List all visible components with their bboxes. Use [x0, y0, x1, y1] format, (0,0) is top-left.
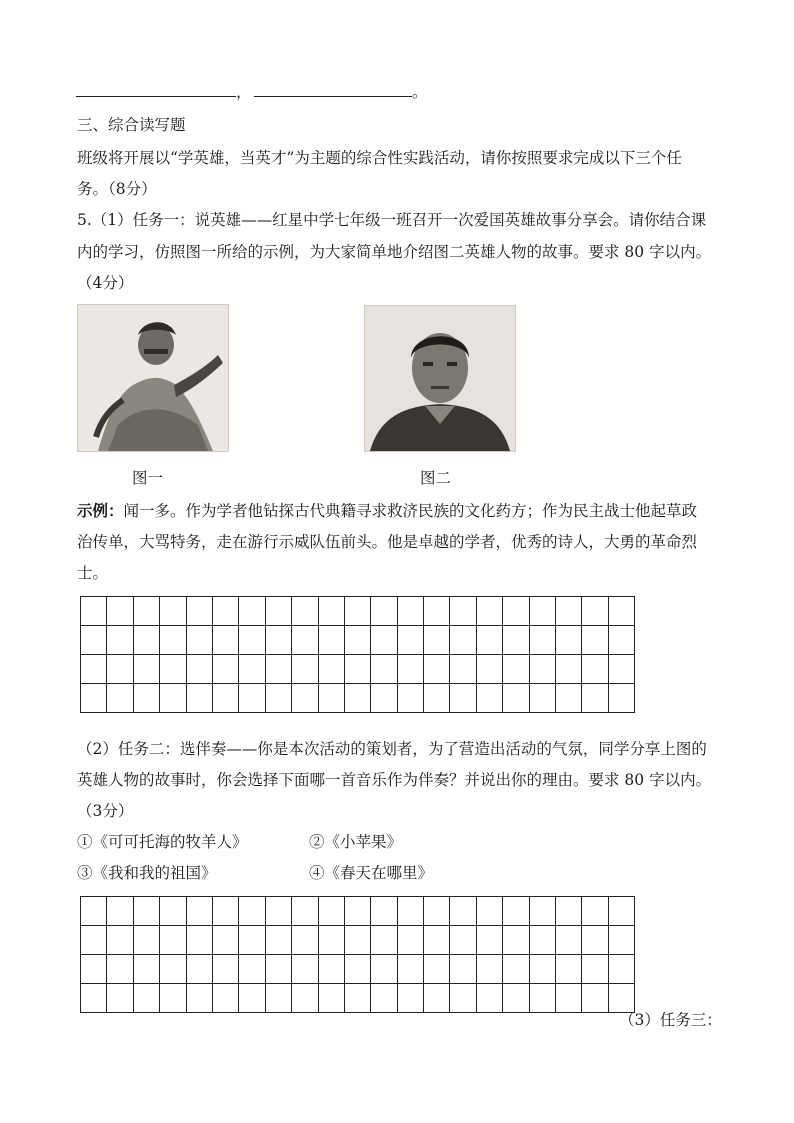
grid-cell[interactable]: [318, 597, 344, 626]
grid-cell[interactable]: [476, 655, 502, 684]
grid-row: [81, 984, 635, 1013]
grid-cell[interactable]: [160, 597, 186, 626]
grid-row: [81, 597, 635, 626]
grid-cell[interactable]: [503, 655, 529, 684]
grid-cell[interactable]: [529, 684, 555, 713]
grid-cell[interactable]: [344, 897, 370, 926]
grid-cell[interactable]: [81, 984, 107, 1013]
task2-line-3: （3分）: [77, 802, 134, 820]
grid-cell[interactable]: [397, 984, 423, 1013]
grid-cell[interactable]: [503, 926, 529, 955]
grid-cell[interactable]: [397, 926, 423, 955]
grid-cell[interactable]: [292, 955, 318, 984]
grid-cell[interactable]: [265, 926, 291, 955]
grid-cell[interactable]: [450, 955, 476, 984]
figure-1-illustration: [78, 305, 228, 451]
grid-cell[interactable]: [582, 897, 608, 926]
grid-cell[interactable]: [371, 955, 397, 984]
grid-cell[interactable]: [344, 984, 370, 1013]
grid-cell[interactable]: [371, 655, 397, 684]
grid-cell[interactable]: [397, 955, 423, 984]
grid-cell[interactable]: [424, 984, 450, 1013]
grid-cell[interactable]: [292, 926, 318, 955]
music-option-2: ②《小苹果》: [309, 833, 403, 851]
grid-cell[interactable]: [292, 684, 318, 713]
grid-cell[interactable]: [529, 926, 555, 955]
period: 。: [412, 83, 428, 101]
grid-cell[interactable]: [212, 626, 238, 655]
grid-cell[interactable]: [450, 626, 476, 655]
grid-cell[interactable]: [212, 597, 238, 626]
grid-cell[interactable]: [424, 955, 450, 984]
grid-cell[interactable]: [186, 684, 212, 713]
grid-cell[interactable]: [318, 684, 344, 713]
grid-cell[interactable]: [160, 955, 186, 984]
figure-2-illustration: [365, 306, 515, 451]
example-text-1: 闻一多。作为学者他钻探古代典籍寻求救济民族的文化药方；作为民主战士他起草政: [123, 502, 698, 520]
example-line-3: 士。: [77, 564, 109, 582]
grid-cell[interactable]: [186, 897, 212, 926]
grid-row: [81, 926, 635, 955]
grid-cell[interactable]: [133, 926, 159, 955]
grid-cell[interactable]: [344, 626, 370, 655]
grid-cell[interactable]: [265, 626, 291, 655]
grid-cell[interactable]: [265, 897, 291, 926]
grid-cell[interactable]: [212, 684, 238, 713]
grid-cell[interactable]: [476, 926, 502, 955]
answer-blank-1[interactable]: [76, 96, 236, 97]
grid-cell[interactable]: [397, 597, 423, 626]
grid-cell[interactable]: [424, 655, 450, 684]
grid-cell[interactable]: [424, 626, 450, 655]
grid-cell[interactable]: [81, 626, 107, 655]
grid-cell[interactable]: [133, 684, 159, 713]
grid-cell[interactable]: [81, 926, 107, 955]
grid-cell[interactable]: [476, 684, 502, 713]
grid-cell[interactable]: [107, 684, 133, 713]
grid-cell[interactable]: [212, 897, 238, 926]
grid-cell[interactable]: [397, 626, 423, 655]
grid-cell[interactable]: [318, 984, 344, 1013]
grid-cell[interactable]: [107, 597, 133, 626]
grid-cell[interactable]: [371, 684, 397, 713]
grid-row: [81, 897, 635, 926]
grid-cell[interactable]: [476, 626, 502, 655]
grid-cell[interactable]: [160, 926, 186, 955]
grid-cell[interactable]: [371, 626, 397, 655]
grid-cell[interactable]: [107, 626, 133, 655]
grid-cell[interactable]: [133, 897, 159, 926]
grid-cell[interactable]: [292, 655, 318, 684]
grid-cell[interactable]: [160, 655, 186, 684]
grid-cell[interactable]: [556, 655, 582, 684]
grid-cell[interactable]: [318, 897, 344, 926]
grid-cell[interactable]: [239, 897, 265, 926]
grid-cell[interactable]: [265, 655, 291, 684]
grid-row: [81, 626, 635, 655]
grid-cell[interactable]: [133, 626, 159, 655]
grid-cell[interactable]: [529, 626, 555, 655]
grid-cell[interactable]: [318, 655, 344, 684]
grid-cell[interactable]: [81, 897, 107, 926]
grid-cell[interactable]: [81, 684, 107, 713]
grid-cell[interactable]: [503, 626, 529, 655]
grid-cell[interactable]: [529, 955, 555, 984]
grid-cell[interactable]: [133, 955, 159, 984]
task1-line-2: 内的学习，仿照图一所给的示例，为大家简单地介绍图二英雄人物的故事。要求 80 字以内。: [77, 243, 712, 261]
grid-cell[interactable]: [107, 926, 133, 955]
grid-cell[interactable]: [424, 926, 450, 955]
figure-2-photo: [364, 305, 516, 452]
grid-cell[interactable]: [476, 597, 502, 626]
grid-cell[interactable]: [608, 626, 634, 655]
grid-cell[interactable]: [503, 984, 529, 1013]
grid-cell[interactable]: [529, 984, 555, 1013]
music-option-4: ④《春天在哪里》: [309, 864, 434, 882]
grid-cell[interactable]: [239, 984, 265, 1013]
grid-cell[interactable]: [608, 897, 634, 926]
grid-cell[interactable]: [292, 897, 318, 926]
grid-cell[interactable]: [212, 984, 238, 1013]
task2-line-2: 英雄人物的故事时，你会选择下面哪一首音乐作为伴奏？并说出你的理由。要求 80 字以内。: [77, 771, 712, 789]
grid-cell[interactable]: [556, 626, 582, 655]
grid-cell[interactable]: [318, 926, 344, 955]
intro-line-2: 务。（8分）: [77, 180, 157, 198]
task1-line-1: 5.（1）任务一：说英雄——红星中学七年级一班召开一次爱国英雄故事分享会。请你结合课: [77, 211, 707, 229]
section-title: 三、综合读写题: [77, 116, 186, 134]
grid-cell[interactable]: [239, 926, 265, 955]
grid-cell[interactable]: [582, 984, 608, 1013]
example-line-2: 治传单，大骂特务，走在游行示威队伍前头。他是卓越的学者，优秀的诗人，大勇的革命烈: [77, 533, 698, 551]
grid-cell[interactable]: [292, 984, 318, 1013]
grid-cell[interactable]: [292, 626, 318, 655]
grid-cell[interactable]: [186, 597, 212, 626]
grid-cell[interactable]: [239, 684, 265, 713]
grid-cell[interactable]: [107, 955, 133, 984]
grid-cell[interactable]: [318, 955, 344, 984]
grid-cell[interactable]: [265, 597, 291, 626]
grid-cell[interactable]: [608, 955, 634, 984]
grid-cell[interactable]: [318, 626, 344, 655]
figure-2-caption: 图二: [420, 469, 452, 487]
grid-cell[interactable]: [371, 897, 397, 926]
grid-cell[interactable]: [503, 897, 529, 926]
grid-cell[interactable]: [582, 955, 608, 984]
grid-cell[interactable]: [107, 655, 133, 684]
comma: ，: [236, 83, 252, 101]
grid-cell[interactable]: [239, 597, 265, 626]
grid-row: [81, 684, 635, 713]
grid-cell[interactable]: [186, 655, 212, 684]
grid-cell[interactable]: [424, 897, 450, 926]
music-option-3: ③《我和我的祖国》: [77, 864, 217, 882]
grid-cell[interactable]: [186, 955, 212, 984]
grid-cell[interactable]: [503, 684, 529, 713]
grid-cell[interactable]: [344, 684, 370, 713]
grid-cell[interactable]: [556, 684, 582, 713]
figure-1-photo: [77, 304, 229, 452]
grid-cell[interactable]: [608, 684, 634, 713]
grid-row: [81, 655, 635, 684]
grid-cell[interactable]: [582, 597, 608, 626]
grid-cell[interactable]: [529, 597, 555, 626]
grid-cell[interactable]: [450, 684, 476, 713]
grid-cell[interactable]: [186, 626, 212, 655]
grid-cell[interactable]: [212, 955, 238, 984]
grid-cell[interactable]: [344, 926, 370, 955]
grid-cell[interactable]: [239, 626, 265, 655]
grid-cell[interactable]: [133, 984, 159, 1013]
grid-cell[interactable]: [212, 655, 238, 684]
grid-cell[interactable]: [81, 655, 107, 684]
music-option-1: ①《可可托海的牧羊人》: [77, 833, 248, 851]
grid-cell[interactable]: [556, 597, 582, 626]
example-line-1: [77, 499, 697, 521]
example-label: 示例：: [77, 501, 124, 520]
task3-label: （3）任务三：: [619, 1011, 722, 1029]
grid-cell[interactable]: [239, 655, 265, 684]
grid-cell[interactable]: [81, 955, 107, 984]
grid-cell[interactable]: [608, 597, 634, 626]
grid-cell[interactable]: [265, 955, 291, 984]
grid-cell[interactable]: [344, 597, 370, 626]
task2-line-1: （2）任务二：选伴奏——你是本次活动的策划者，为了营造出活动的气氛，同学分享上图的: [77, 740, 707, 758]
grid-cell[interactable]: [450, 984, 476, 1013]
grid-cell[interactable]: [582, 655, 608, 684]
grid-cell[interactable]: [608, 655, 634, 684]
grid-cell[interactable]: [556, 955, 582, 984]
grid-cell[interactable]: [160, 626, 186, 655]
grid-cell[interactable]: [265, 684, 291, 713]
grid-cell[interactable]: [107, 984, 133, 1013]
answer-blank-2[interactable]: [254, 96, 412, 97]
grid-cell[interactable]: [397, 684, 423, 713]
grid-cell[interactable]: [371, 597, 397, 626]
grid-cell[interactable]: [503, 955, 529, 984]
grid-cell[interactable]: [424, 684, 450, 713]
grid-cell[interactable]: [556, 984, 582, 1013]
grid-cell[interactable]: [160, 684, 186, 713]
grid-cell[interactable]: [186, 926, 212, 955]
grid-cell[interactable]: [529, 897, 555, 926]
grid-cell[interactable]: [81, 597, 107, 626]
grid-cell[interactable]: [582, 926, 608, 955]
grid-cell[interactable]: [239, 955, 265, 984]
answer-grid-2[interactable]: [80, 896, 635, 1013]
grid-cell[interactable]: [371, 926, 397, 955]
grid-cell[interactable]: [450, 655, 476, 684]
figure-1-caption: 图一: [132, 469, 164, 487]
grid-cell[interactable]: [397, 655, 423, 684]
grid-cell[interactable]: [397, 897, 423, 926]
grid-cell[interactable]: [529, 655, 555, 684]
grid-cell[interactable]: [476, 984, 502, 1013]
grid-cell[interactable]: [476, 897, 502, 926]
grid-cell[interactable]: [133, 597, 159, 626]
grid-cell[interactable]: [107, 897, 133, 926]
grid-cell[interactable]: [160, 984, 186, 1013]
grid-cell[interactable]: [450, 926, 476, 955]
grid-cell[interactable]: [503, 597, 529, 626]
grid-cell[interactable]: [344, 655, 370, 684]
grid-cell[interactable]: [582, 684, 608, 713]
grid-cell[interactable]: [424, 597, 450, 626]
grid-cell[interactable]: [133, 655, 159, 684]
grid-cell[interactable]: [265, 984, 291, 1013]
grid-cell[interactable]: [556, 926, 582, 955]
grid-cell[interactable]: [292, 597, 318, 626]
grid-cell[interactable]: [371, 984, 397, 1013]
grid-cell[interactable]: [608, 926, 634, 955]
intro-line-1: 班级将开展以“学英雄，当英才”为主题的综合性实践活动，请你按照要求完成以下三个任: [77, 149, 682, 167]
answer-grid-1[interactable]: [80, 596, 635, 713]
grid-cell[interactable]: [582, 626, 608, 655]
grid-cell[interactable]: [450, 597, 476, 626]
grid-cell[interactable]: [160, 897, 186, 926]
grid-row: [81, 955, 635, 984]
grid-cell[interactable]: [186, 984, 212, 1013]
grid-cell[interactable]: [344, 955, 370, 984]
grid-cell[interactable]: [450, 897, 476, 926]
grid-cell[interactable]: [556, 897, 582, 926]
grid-cell[interactable]: [212, 926, 238, 955]
grid-cell[interactable]: [476, 955, 502, 984]
task1-line-3: （4分）: [77, 274, 134, 292]
